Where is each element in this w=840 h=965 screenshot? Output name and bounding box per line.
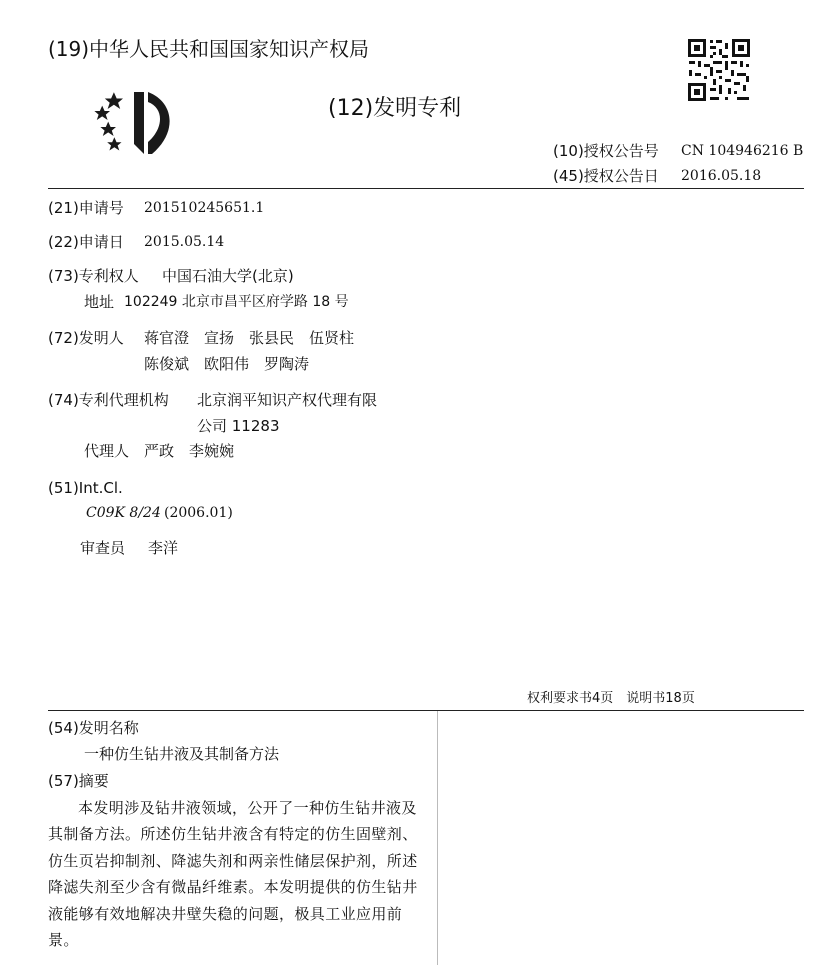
publication-number-label: (10)授权公告号 <box>553 142 659 160</box>
inventors-label: (72)发明人 <box>48 329 124 347</box>
column-divider <box>437 711 438 965</box>
inventors-line-1: 蒋官澄 宣扬 张县民 伍贤柱 <box>144 329 355 347</box>
patentee-value: 中国石油大学(北京) <box>162 267 294 285</box>
publication-number-value: CN 104946216 B <box>681 143 804 159</box>
section-rule <box>48 710 804 711</box>
int-cl-code: C09K 8/24 <box>86 505 161 521</box>
application-date-label: (22)申请日 <box>48 233 124 251</box>
int-cl-version: (2006.01) <box>164 505 233 521</box>
qr-code-icon[interactable] <box>686 37 752 103</box>
abstract-paragraph: 本发明涉及钻井液领域，公开了一种仿生钻井液及其制备方法。所述仿生钻井液含有特定的仿生固壁剂、仿生页岩抑制剂、降滤失剂和两亲性储层保护剂，所述降滤失剂至少含有微晶纤维素。本发明提供的仿生钻井液能够有效地解决井壁失稳的问题，极具工业应用前景。 <box>48 799 418 950</box>
abstract-text <box>48 795 420 953</box>
agency-label: (74)专利代理机构 <box>48 391 169 409</box>
cnipa-emblem-icon <box>94 88 184 158</box>
application-number-label: (21)申请号 <box>48 199 124 217</box>
invention-title-label: (54)发明名称 <box>48 719 139 737</box>
patentee-label: (73)专利权人 <box>48 267 139 285</box>
application-number-value: 201510245651.1 <box>144 200 265 216</box>
invention-title: 一种仿生钻井液及其制备方法 <box>84 745 280 763</box>
agency-line-1: 北京润平知识产权代理有限 <box>197 391 378 409</box>
abstract-label: (57)摘要 <box>48 772 109 790</box>
address-label: 地址 <box>84 293 115 311</box>
publication-date-value: 2016.05.18 <box>681 168 762 184</box>
examiner-label: 审查员 <box>80 539 126 557</box>
pages-info: 权利要求书4页 说明书18页 <box>527 691 695 706</box>
agent-value: 严政 李婉婉 <box>144 442 235 460</box>
inventors-line-2: 陈俊斌 欧阳伟 罗陶涛 <box>144 355 310 373</box>
issuing-office: (19)中华人民共和国国家知识产权局 <box>48 37 370 61</box>
examiner-value: 李洋 <box>148 539 179 557</box>
application-date-value: 2015.05.14 <box>144 234 225 250</box>
document-type: (12)发明专利 <box>328 96 462 121</box>
agency-line-2: 公司 11283 <box>197 417 280 435</box>
address-value: 102249 北京市昌平区府学路 18 号 <box>124 294 349 310</box>
publication-date-label: (45)授权公告日 <box>553 167 659 185</box>
header-rule <box>48 188 804 189</box>
agent-label: 代理人 <box>84 442 130 460</box>
int-cl-label: (51)Int.Cl. <box>48 479 123 497</box>
